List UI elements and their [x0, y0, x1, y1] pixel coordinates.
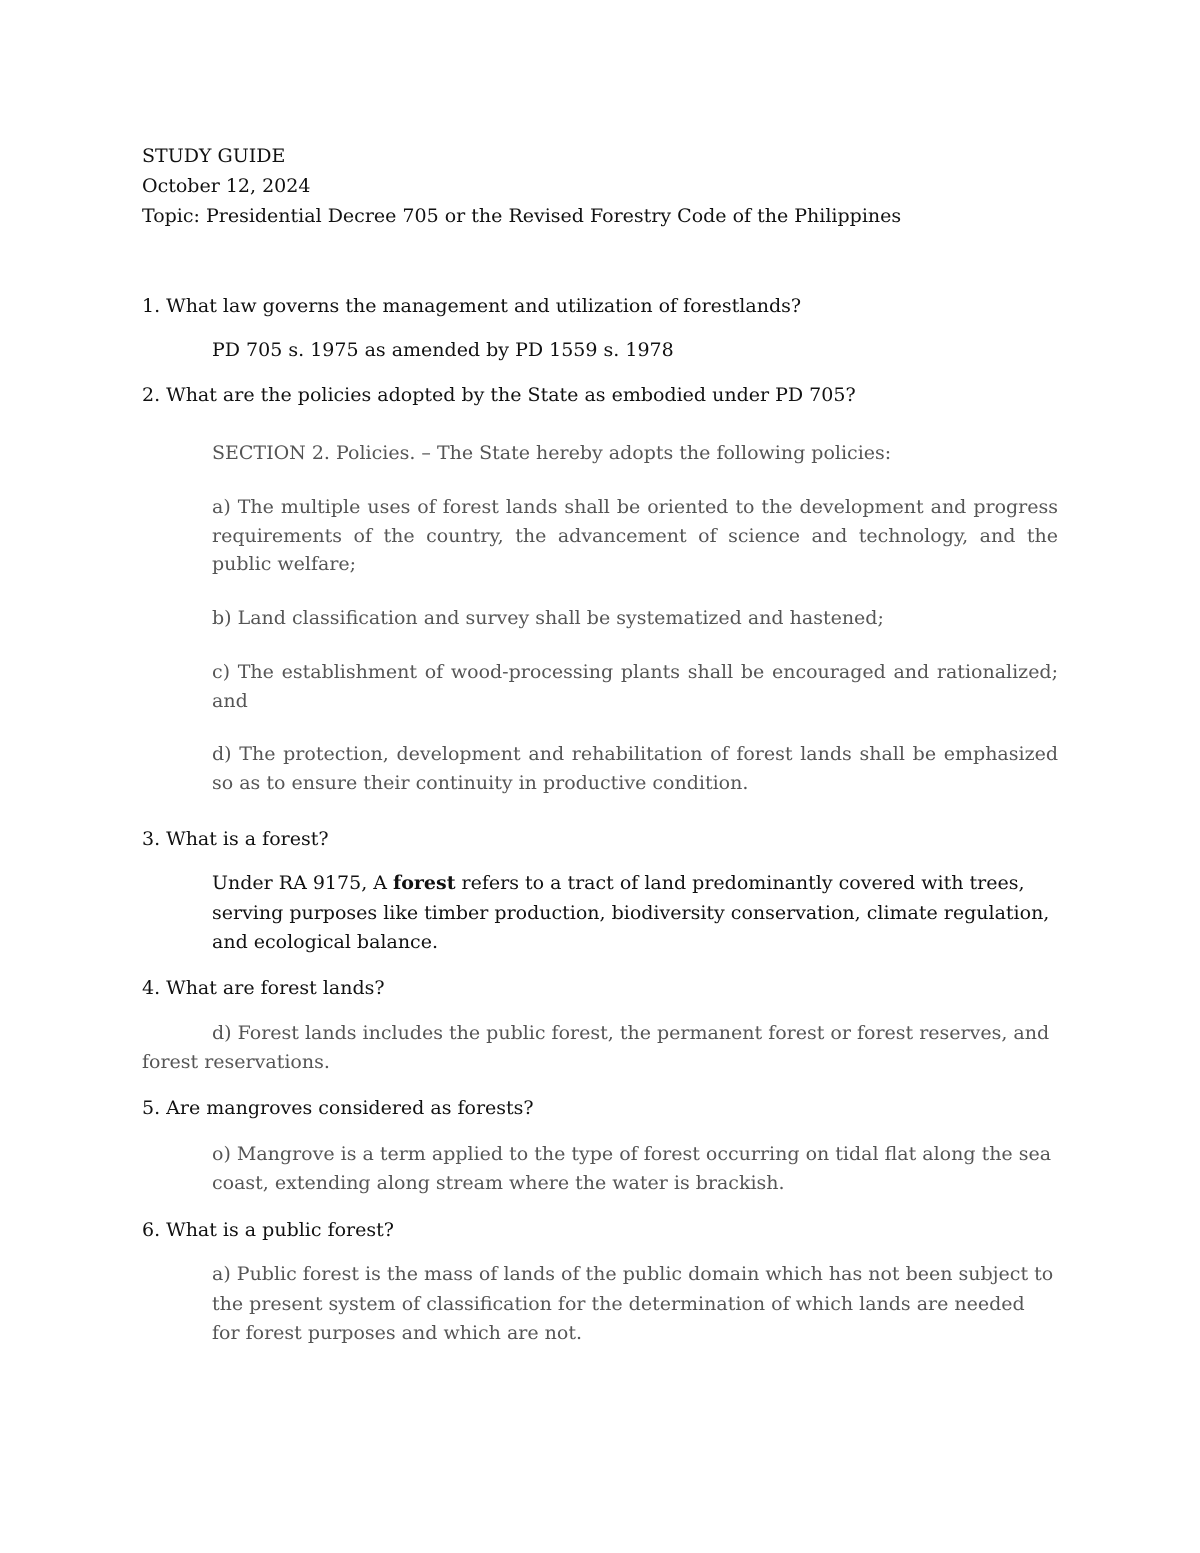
- doc-topic: Topic: Presidential Decree 705 or the Revised Forestry Code of the Philippines: [142, 205, 902, 227]
- question-1: 1. What law governs the management and utilization of forestlands?: [142, 295, 802, 317]
- answer-3-prefix: Under RA 9175, A: [212, 872, 394, 894]
- question-4: 4. What are forest lands?: [142, 977, 385, 999]
- policies-section-heading: SECTION 2. Policies. – The State hereby adopts the following policies:: [212, 442, 892, 464]
- answer-3-term: forest: [393, 872, 456, 894]
- doc-title: STUDY GUIDE: [142, 145, 286, 167]
- question-2: 2. What are the policies adopted by the State as embodied under PD 705?: [142, 384, 856, 406]
- question-3: 3. What is a forest?: [142, 828, 329, 850]
- policy-b: b) Land classification and survey shall be systematized and hastened;: [212, 607, 884, 629]
- question-5: 5. Are mangroves considered as forests?: [142, 1097, 534, 1119]
- doc-date: October 12, 2024: [142, 175, 311, 197]
- policy-d: d) The protection, development and rehabilitation of forest lands shall be emphasized so as to ensure their continuity in productive condition.: [212, 743, 1058, 794]
- question-6: 6. What is a public forest?: [142, 1219, 394, 1241]
- answer-5: o) Mangrove is a term applied to the type of forest occurring on tidal flat along the sea coast, extending along stream where the water is brackish.: [212, 1143, 1052, 1194]
- answer-3: [212, 869, 1058, 958]
- policy-a: a) The multiple uses of forest lands shall be oriented to the development and progress requirements of the country, the advancement of science and technology, and the public welfare;: [212, 496, 1058, 575]
- answer-4: d) Forest lands includes the public forest, the permanent forest or forest reserves, and forest reservations.: [142, 1022, 1050, 1073]
- answer-3-suffix: refers to a tract of land predominantly covered with trees, serving purposes like timber production, biodiversity conservation, climate regulation, and ecological balance.: [212, 872, 1050, 953]
- answer-6: a) Public forest is the mass of lands of the public domain which has not been subject to the present system of classification for the determination of which lands are needed for forest purposes and which are not.: [212, 1263, 1054, 1344]
- answer-1: PD 705 s. 1975 as amended by PD 1559 s. 1978: [212, 339, 674, 361]
- policy-c: c) The establishment of wood-processing plants shall be encouraged and rationalized; and: [212, 661, 1058, 712]
